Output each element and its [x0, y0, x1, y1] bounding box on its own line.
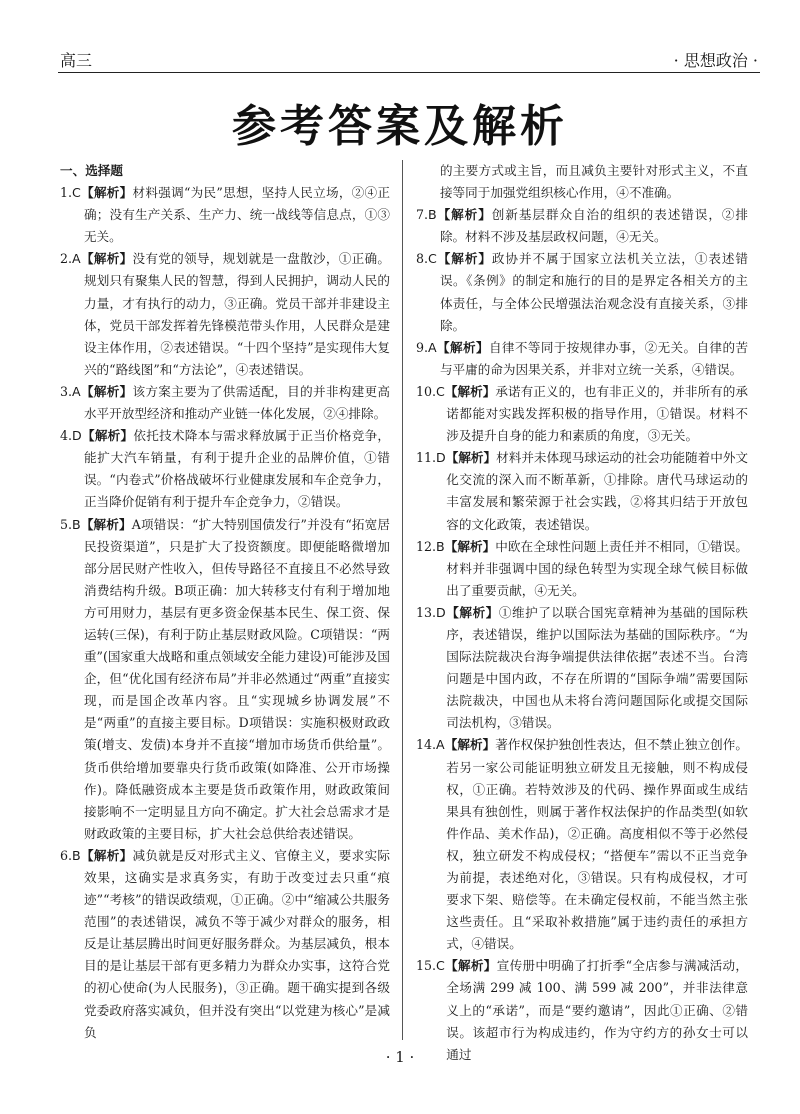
analysis-tag: 【解析】 [80, 847, 133, 863]
subject-label: · 思想政治 · [673, 51, 758, 70]
column-divider [402, 160, 403, 1040]
item-answer: B [72, 847, 81, 863]
item-number: 10. [416, 383, 437, 399]
analysis-tag: 【解析】 [80, 185, 133, 201]
item-answer: D [436, 450, 446, 466]
item-answer: A [436, 737, 445, 753]
item-number: 7. [416, 207, 429, 223]
answer-item [60, 182, 390, 248]
item-text: 承诺有正义的，也有非正义的，并非所有的承诺都能对实践发挥积极的指导作用，①错误。材料不涉及提升自身的能力和素质的角度，③无关。 [446, 383, 749, 444]
item-text: 依托技术降本与需求释放属于正当价格竞争，能扩大汽车销量，有利于提升企业的品牌价值，①错误。“内卷式”价格战破坏行业健康发展和车企竞争力，正当降价促销有利于提升车企竞争力，②错误。 [83, 428, 391, 510]
item-number: 14. [416, 737, 437, 753]
item-answer: A [72, 383, 81, 399]
answer-item [416, 447, 748, 535]
analysis-tag: 【解析】 [444, 737, 496, 753]
item-number: 9. [416, 339, 429, 355]
item-answer: C [72, 185, 81, 201]
analysis-tag: 【解析】 [436, 207, 492, 223]
analysis-tag: 【解析】 [80, 251, 133, 267]
item-text: 材料强调“为民”思想，坚持人民立场，②④正确；没有生产关系、生产力、统一战线等信息点，①③无关。 [83, 185, 390, 245]
analysis-tag: 【解析】 [444, 383, 496, 399]
item-number: 12. [416, 538, 437, 554]
item-text: 著作权保护独创性表达，但不禁止独立创作。若另一家公司能证明独立研发且无接触，则不构成侵权，①正确。若特效涉及的代码、操作界面或生成结果具有独创性，则属于著作权法保护的作品类型(如软件作品、美术作品)，②正确。高度相似不等于必然侵权，独立研发不构成侵权；“搭便车”需以不正当竞争为前提，表述绝对化，③错误。只有构成侵权，才可要求下架、赔偿等。在未确定侵权前，不能当然主张这些责任。且“采取补救措施”属于违约责任的承担方式，④错误。 [446, 737, 749, 952]
item-number: 8. [416, 251, 429, 267]
item-answer: B [72, 516, 81, 532]
page-title: 参考答案及解析 [232, 101, 568, 152]
answer-item [416, 381, 748, 447]
analysis-tag: 【解析】 [444, 538, 496, 554]
analysis-tag: 【解析】 [445, 450, 497, 466]
item-answer: D [72, 428, 82, 444]
item-answer: B [436, 538, 445, 554]
item-number: 15. [416, 958, 437, 974]
item-answer: D [436, 604, 446, 620]
item-text: A项错误：“扩大特别国债发行”并没有“拓宽居民投资渠道”，只是扩大了投资额度。即便能略微增加部分居民财产性收入，但传导路径不直接且不必然导致消费结构升级。B项正确：加大转移支付有利于增加地方可用财力，基层有更多资金保基本民生、保工资、保运转(三保)，有利于防止基层财政风险。C项错误：“两重”(国家重大战略和重点领域安全能力建设)可能涉及国企，但“优化国有经济布局”并非必然通过“两重”直接实现，而是国企改革内容。且“实现城乡协调发展”不是“两重”的直接主要目标。D项错误：实施积极财政政策(增支、发债)本身并不直接“增加市场货币供给量”。货币供给增加要靠央行货币政策(如降准、公开市场操作)。降低融资成本主要是货币政策作用，财政政策间接影响不一定明显且方向不确定。扩大社会总需求才是财政政策的主要目标，扩大社会总供给表述错误。 [83, 516, 390, 841]
item-text: 该方案主要为了供需适配，目的并非构建更高水平开放型经济和推动产业链一体化发展，②④排除。 [83, 383, 391, 422]
analysis-tag: 【解析】 [80, 516, 132, 532]
answer-item [416, 337, 748, 381]
item-answer: A [428, 339, 437, 355]
answer-item [60, 845, 390, 1044]
answer-item [416, 248, 748, 336]
analysis-tag: 【解析】 [436, 251, 492, 267]
item-number: 3. [60, 383, 73, 399]
item-text: 没有党的领导，规划就是一盘散沙，①正确。规划只有聚集人民的智慧，得到人民拥护，调动人民的力量，才有执行的动力，③正确。党员干部并非建设主体，党员干部发挥着先锋模范带头作用，人民群众是建设主体作用，②表述错误。“十四个坚持”是实现伟大复兴的“路线图”和“方法论”，④表述错误。 [83, 251, 391, 377]
answer-item [416, 602, 748, 735]
item-number: 2. [60, 251, 73, 267]
item-number: 6. [60, 847, 73, 863]
answer-item [416, 734, 748, 955]
analysis-tag: 【解析】 [80, 383, 133, 399]
analysis-tag: 【解析】 [436, 339, 489, 355]
item-answer: B [428, 207, 437, 223]
continued-paragraph: 的主要方式或主旨，而且减负主要针对形式主义，不直接等同于加强党组织核心作用，④不准确。 [439, 163, 748, 201]
item-answer: C [436, 383, 445, 399]
section-heading: 一、选择题 [60, 163, 123, 178]
right-column [416, 160, 748, 1066]
item-text: 创新基层群众自治的组织的表述错误，②排除。材料不涉及基层政权问题，④无关。 [439, 207, 749, 245]
answer-item [416, 536, 748, 602]
item-answer: A [72, 251, 81, 267]
page-header [58, 46, 760, 73]
item-answer: C [428, 251, 437, 267]
item-text: 减负就是反对形式主义、官僚主义，要求实际效果，这确实是求真务实，有助于改变过去只重“痕迹”“考核”的错误政绩观，①正确。②中“缩减公共服务范围”的表述错误，减负不等于减少对群众的服务，相反是让基层腾出时间更好服务群众。为基层减负，根本目的是让基层干部有更多精力为群众办实事，这符合党的初心使命(为人民服务)，③正确。题干确实提到各级党委政府落实减负，但并没有突出“以党建为核心”是减负 [83, 847, 391, 1040]
item-text: 政协并不属于国家立法机关立法，①表述错误。《条例》的制定和施行的目的是界定各相关方的主体责任，与全体公民增强法治观念没有直接关系，③排除。 [439, 251, 749, 333]
analysis-tag: 【解析】 [445, 604, 499, 620]
item-number: 4. [60, 428, 73, 444]
item-number: 11. [416, 450, 437, 466]
answer-item [60, 381, 390, 425]
item-text: 宣传册中明确了打折季“全店参与满减活动，全场满 299 减 100、满 599 减 200”，并非法律意义上的“承诺”，而是“要约邀请”，因此①正确、②错误。该超市行为构成违约，作为守约方的孙女士可以通过 [446, 958, 748, 1062]
item-answer: C [436, 958, 445, 974]
grade-label: 高三 [60, 51, 93, 70]
answer-item [416, 204, 748, 248]
page-number: · 1 · [385, 1048, 415, 1066]
item-text: ①维护了以联合国宪章精神为基础的国际秩序，表述错误，维护以国际法为基础的国际秩序。“为国际法院裁决台海争端提供法律依据”表述不当。台湾问题是中国内政，不存在所谓的“国际争端”需要国际法院裁决，中国也从未将台湾问题国际化或提交国际司法机构，③错误。 [446, 604, 749, 731]
analysis-tag: 【解析】 [81, 428, 134, 444]
left-column [60, 160, 390, 1044]
item-text: 中欧在全球性问题上责任并不相同，①错误。材料并非强调中国的绿色转型为实现全球气候目标做出了重要贡献，④无关。 [446, 538, 749, 598]
analysis-tag: 【解析】 [444, 958, 497, 974]
item-number: 1. [60, 185, 73, 201]
item-number: 13. [416, 604, 437, 620]
answer-item [60, 514, 390, 845]
item-text: 自律不等同于按规律办事，②无关。自律的苦与平庸的命为因果关系，并非对立统一关系，④错误。 [439, 339, 749, 377]
answer-item [60, 248, 390, 381]
item-text: 材料并未体现马球运动的社会功能随着中外文化交流的深入而不断革新，①排除。唐代马球运动的丰富发展和繁荣源于社会实践，②将其归结于开放包容的文化政策，表述错误。 [446, 450, 749, 532]
item-number: 5. [60, 516, 73, 532]
answer-item [60, 425, 390, 513]
